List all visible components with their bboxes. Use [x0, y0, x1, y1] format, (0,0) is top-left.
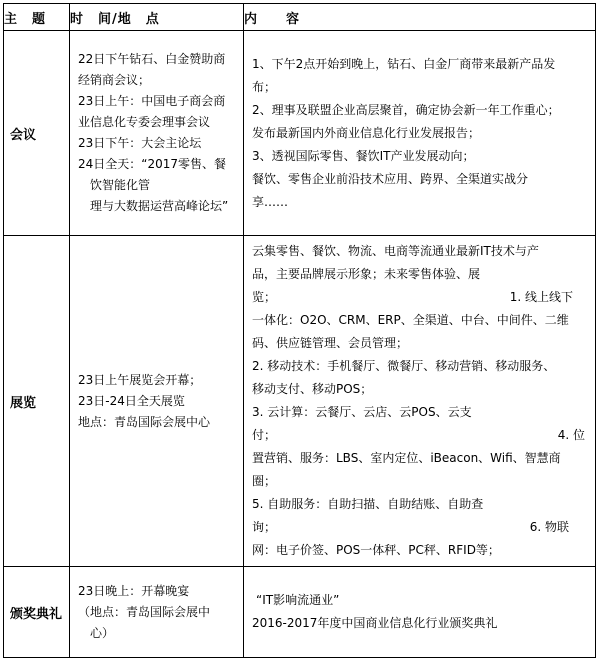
time-line: 理与大数据运营高峰论坛” [90, 199, 229, 213]
time-line: 地点：青岛国际会展中心 [78, 414, 211, 429]
time-line: 23日-24日全天展览 [78, 393, 185, 408]
content-line: 发布最新国内外商业信息化行业发展报告； [252, 125, 481, 140]
header-time-place: 时 间/地 点 [70, 4, 244, 31]
content-fragment: 1. 线上线下 [509, 290, 573, 304]
table-row-meeting [4, 31, 596, 236]
content-line: 5. 自助服务：自助扫描、自助结账、自助查 [252, 497, 484, 511]
time-line: （地点：青岛国际会展中 [78, 604, 211, 619]
content-line: 享…… [252, 194, 289, 209]
content-line: “IT影响流通业” [256, 593, 340, 607]
topic-meeting: 会议 [4, 31, 70, 236]
content-line: 餐饮、零售企业前沿技术应用、跨界、全渠道实战分 [252, 171, 529, 186]
topic-expo: 展览 [4, 236, 70, 567]
content-line: 网：电子价签、POS一体秤、PC秤、RFID等； [252, 543, 500, 557]
content-cell-meeting [244, 31, 596, 236]
time-line: 23日上午展览会开幕； [78, 372, 202, 387]
content-line: 一体化：O2O、CRM、ERP、全渠道、中台、中间件、二维 [252, 313, 569, 327]
content-cell-award [244, 567, 596, 658]
content-line: 3、透视国际零售、餐饮IT产业发展动向； [252, 148, 475, 163]
content-fragment: 询； [252, 520, 277, 534]
content-line: 码、供应链管理、会员管理； [252, 336, 409, 350]
content-line: 品，主要品牌展示形象；未来零售体验、展 [252, 267, 481, 281]
time-cell-meeting [70, 31, 244, 236]
content-line [252, 286, 589, 309]
time-line: 23日上午：中国电子商会商 [78, 94, 226, 108]
time-cell-expo [70, 236, 244, 567]
table-header-row [4, 4, 596, 31]
content-line: 圈； [252, 474, 277, 488]
time-line: 业信息化专委会理事会议 [78, 115, 211, 129]
content-line: 2、理事及联盟企业高层聚首，确定协会新一年工作重心； [252, 102, 560, 117]
content-fragment: 6. 物联 [529, 520, 569, 534]
time-line: 经销商会议； [78, 73, 151, 87]
header-topic: 主 题 [4, 4, 70, 31]
table-row-award [4, 567, 596, 658]
content-line: 布； [252, 79, 277, 94]
content-line: 2. 移动技术：手机餐厅、微餐厅、移动营销、移动服务、 [252, 359, 556, 373]
content-line [252, 424, 589, 447]
topic-award: 颁奖典礼 [4, 567, 70, 658]
content-fragment: 付； [252, 428, 277, 442]
time-line: 22日下午钻石、白金赞助商 [78, 52, 226, 66]
time-cell-award [70, 567, 244, 658]
content-line: 置营销、服务：LBS、室内定位、iBeacon、Wifi、智慧商 [252, 451, 561, 465]
content-line: 1、下午2点开始到晚上，钻石、白金厂商带来最新产品发 [252, 56, 556, 71]
content-line: 3. 云计算：云餐厅、云店、云POS、云支 [252, 405, 472, 419]
header-content: 内 容 [244, 4, 596, 31]
time-line: 心） [90, 625, 115, 640]
content-fragment: 览； [252, 290, 277, 304]
time-line: 24日全天：“2017零售、餐 [78, 157, 227, 171]
content-line: 2016-2017年度中国商业信息化行业颁奖典礼 [252, 616, 498, 630]
time-line: 23日下午：大会主论坛 [78, 136, 202, 150]
time-line: 23日晚上：开幕晚宴 [78, 583, 190, 598]
content-line: 移动支付、移动POS； [252, 382, 373, 396]
content-line: 云集零售、餐饮、物流、电商等流通业最新IT技术与产 [252, 244, 539, 258]
content-cell-expo [244, 236, 596, 567]
table-row-expo [4, 236, 596, 567]
content-line [252, 516, 589, 539]
time-line: 饮智能化管 [90, 178, 151, 192]
schedule-table [3, 3, 596, 658]
content-fragment: 4. 位 [557, 428, 585, 442]
